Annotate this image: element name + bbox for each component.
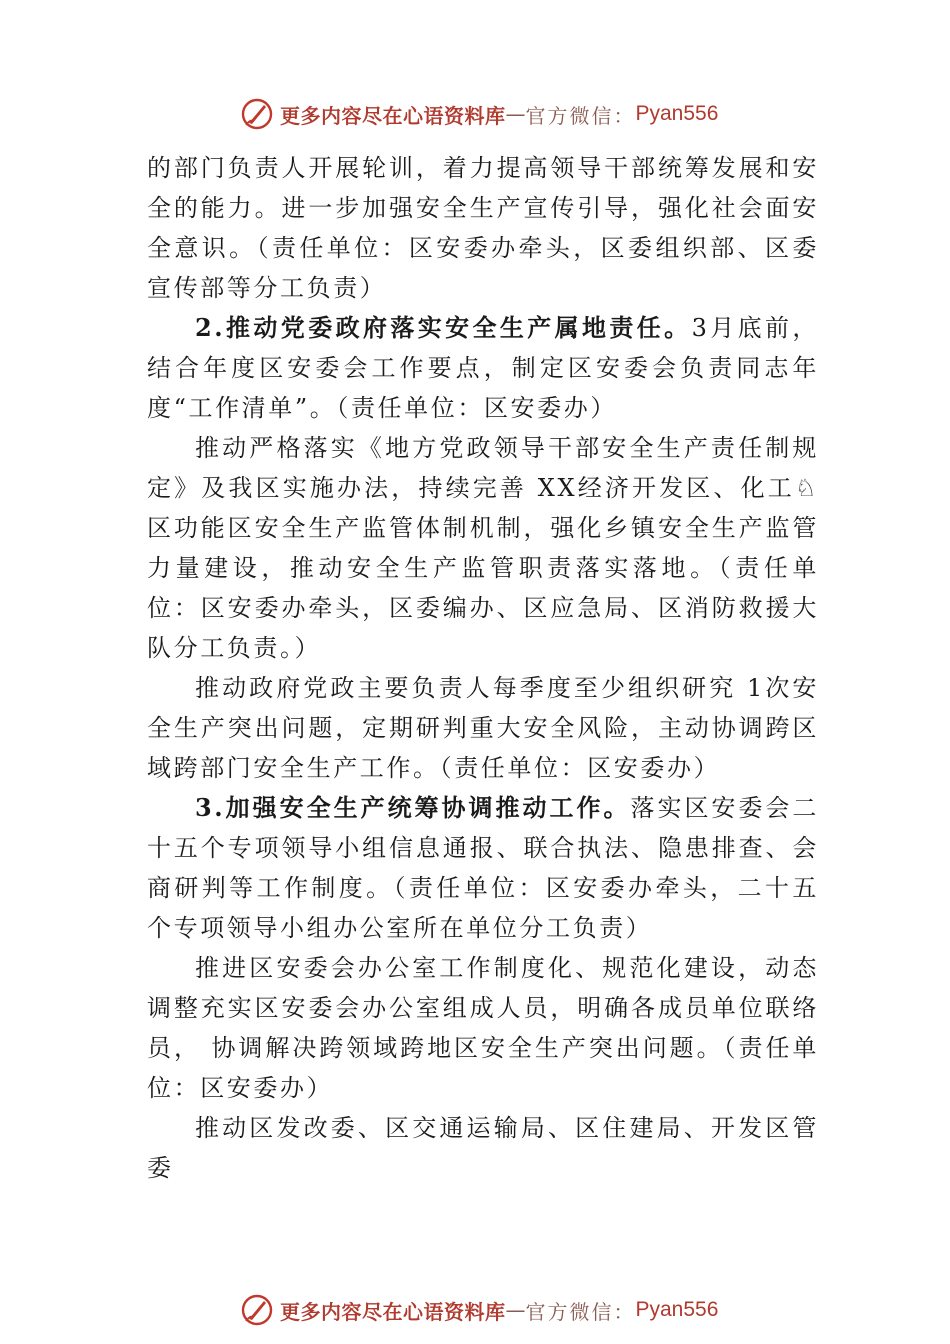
banner-separator: — bbox=[505, 102, 526, 126]
paragraph bbox=[147, 948, 819, 1108]
paragraph-text: 3月底前，结合年度区安委会工作要点，制定区安委会负责同志年度“工作清单”。（责任单位：区安委办） bbox=[147, 314, 819, 422]
quill-pen-logo-icon bbox=[240, 97, 274, 131]
banner-wechat-label: 官方微信： bbox=[525, 1299, 636, 1324]
banner-wechat-id: Pyan556 bbox=[635, 1298, 719, 1321]
section-heading: 2.推动党委政府落实安全生产属地责任。 bbox=[195, 313, 692, 342]
paragraph-text: 的部门负责人开展轮训，着力提高领导干部统筹发展和安全的能力。进一步加强安全生产宣传引导，强化社会面安全意识。（责任单位：区安委办牵头，区委组织部、区委宣传部等分工负责） bbox=[147, 154, 819, 302]
paragraph-text: 落实区安委会二十五个专项领导小组信息通报、联合执法、隐患排查、会商研判等工作制度。（责任单位：区安委办牵头，二十五个专项领导小组办公室所在单位分工负责） bbox=[147, 794, 819, 942]
paragraph-section-3 bbox=[147, 788, 819, 948]
paragraph-section-2 bbox=[147, 308, 819, 428]
banner-separator: — bbox=[505, 1298, 526, 1322]
section-heading: 3.加强安全生产统筹协调推动工作。 bbox=[195, 793, 631, 822]
footer-banner bbox=[240, 1292, 718, 1328]
banner-wechat-label: 官方微信： bbox=[525, 103, 636, 128]
paragraph bbox=[147, 428, 819, 668]
paragraph-continuation bbox=[147, 148, 819, 308]
paragraph-text: 推进区安委会办公室工作制度化、规范化建设，动态调整充实区安委会办公室组成人员，明确各成员单位联络员， 协调解决跨领域跨地区安全生产突出问题。（责任单位：区安委办） bbox=[147, 954, 819, 1102]
document-body bbox=[147, 148, 819, 1188]
header-banner bbox=[240, 96, 718, 132]
paragraph-text: 推动政府党政主要负责人每季度至少组织研究 1次安全生产突出问题，定期研判重大安全风险，主动协调跨区域跨部门安全生产工作。（责任单位：区安委办） bbox=[147, 674, 819, 782]
paragraph bbox=[147, 668, 819, 788]
banner-wechat-id: Pyan556 bbox=[635, 102, 719, 125]
paragraph bbox=[147, 1108, 819, 1188]
banner-title: 更多内容尽在心语资料库 bbox=[280, 1299, 506, 1324]
banner-title: 更多内容尽在心语资料库 bbox=[280, 103, 506, 128]
paragraph-text: 推动区发改委、区交通运输局、区住建局、开发区管委 bbox=[147, 1114, 819, 1182]
quill-pen-logo-icon bbox=[240, 1293, 274, 1327]
paragraph-text: 推动严格落实《地方党政领导干部安全生产责任制规定》及我区实施办法，持续完善 XX经济开发区、化工♘区功能区安全生产监管体制机制，强化乡镇安全生产监管力量建设，推动安全生产监管职责落实落地。（责任单位：区安委办牵头，区委编办、区应急局、区消防救援大队分工负责。） bbox=[147, 434, 819, 662]
